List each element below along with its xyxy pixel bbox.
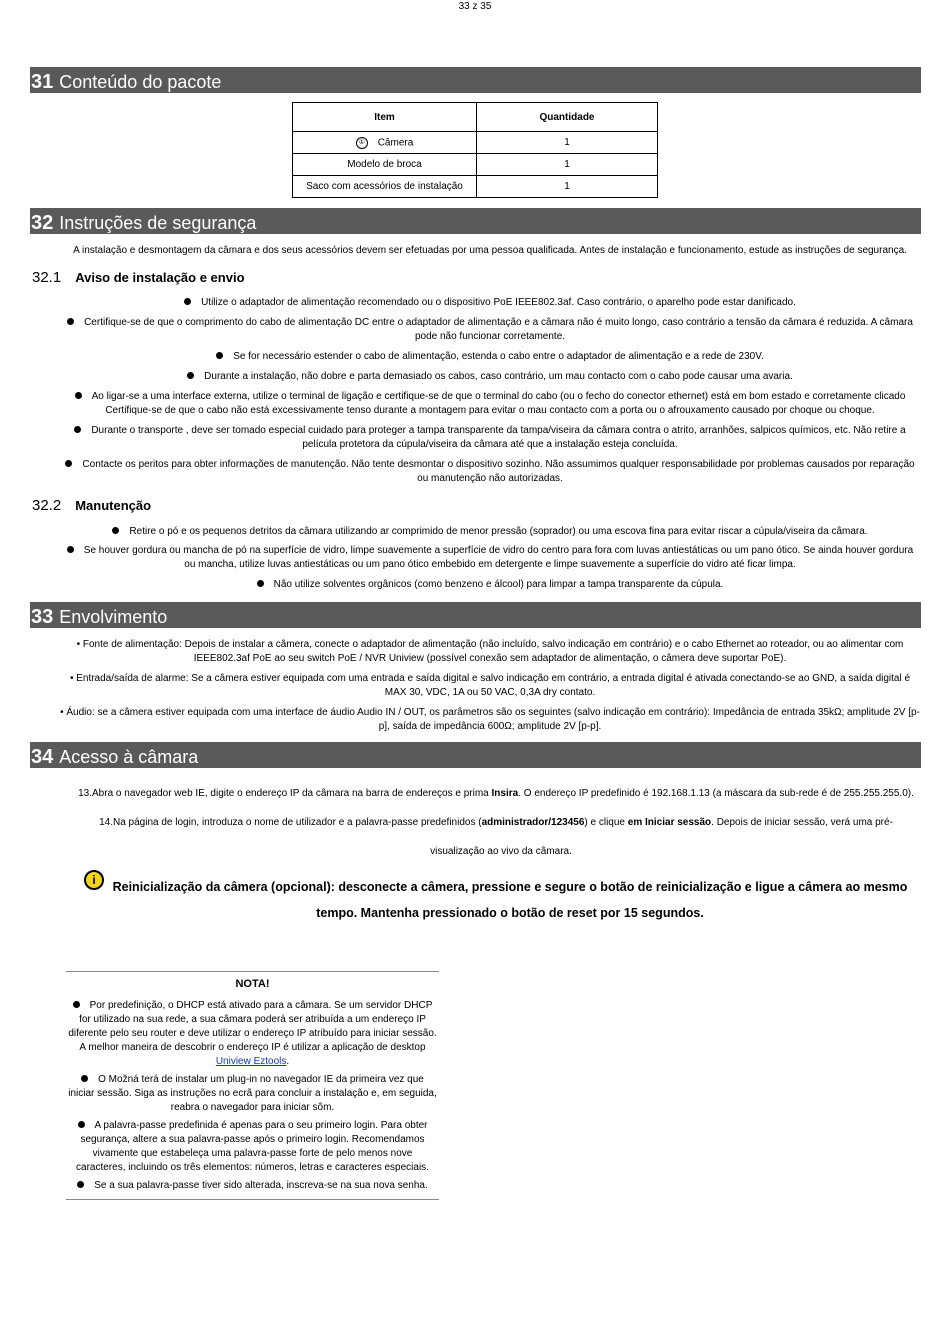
section-31-heading — [30, 67, 921, 93]
section-34-heading — [30, 742, 921, 768]
list-item: Não utilize solventes orgânicos (como benzeno e álcool) para limpar a tampa transparente da cúpula. — [60, 578, 920, 592]
step-14: 14.Na página de login, introduza o nome de utilizador e a palavra-passe predefinidos (administrador/123456) e clique em Iniciar sessão. Depois de iniciar sessão, verá uma pré- — [99, 817, 893, 828]
bullet-icon — [78, 1121, 85, 1128]
section-title: Instruções de segurança — [59, 213, 257, 233]
bullet-icon — [81, 1075, 88, 1082]
list-item: Se for necessário estender o cabo de alimentação, estenda o cabo entre o adaptador de alimentação e a rede de 230V. — [60, 350, 920, 364]
subsection-number: 32.1 — [32, 269, 62, 286]
section-title: Envolvimento — [59, 607, 168, 627]
bullet-icon — [74, 426, 81, 433]
note-item: Se a sua palavra-passe tiver sido alterada, inscreva-se na sua nova senha. — [66, 1179, 439, 1193]
bullet-icon — [216, 352, 223, 359]
uniview-eztools-link[interactable]: Uniview Eztools — [215, 1056, 287, 1067]
key-insira: Insira — [491, 788, 519, 799]
reset-instructions: Reinicialização da câmera (opcional): desconecte a câmera, pressione e segure o botão de reinicialização e ligue a câmera ao mesmo tempo. Mantenha pressionado o botão de reset por 15 segundos. — [112, 880, 908, 920]
note-item: O Možná terá de instalar um plug-in no navegador IE da primeira vez que iniciar sessão. Siga as instruções no ecrã para concluir a instalação e, em seguida, reabra o navegador para iniciar sôm. — [68, 1074, 437, 1113]
bullet-icon — [65, 460, 72, 467]
table-header-row — [293, 103, 658, 132]
list-item: Retire o pó e os pequenos detritos da câmara utilizando ar comprimido de menor pressão (soprador) ou uma escova fina para evitar riscar a cúpula/viseira da câmara. — [60, 525, 920, 539]
note-item: A palavra-passe predefinida é apenas para o seu primeiro login. Para obter segurança, altere a sua palavra-passe após o primeiro login. Recomendamos vivamente que estabeleça uma palavra-passe forte de pelo menos nove caracteres, incluindo os três elementos: números, letras e caracteres especiais. — [76, 1120, 429, 1173]
bullet-icon — [67, 546, 74, 553]
note-title: NOTA! — [235, 978, 270, 990]
section-number: 33 — [31, 606, 54, 628]
column-header-quantity: Quantidade — [477, 103, 658, 132]
subsection-number: 32.2 — [32, 497, 62, 514]
bullet-icon — [75, 392, 82, 399]
list-item: Contacte os peritos para obter informações de manutenção. Não tente desmontar o dispositivo sozinho. Não assumimos qualquer responsabilidade por problemas causados por reparação ou manutenção não autorizadas. — [60, 458, 920, 486]
circled-one-icon: ① — [356, 137, 368, 149]
section-title: Acesso à câmara — [59, 747, 199, 767]
list-item: Ao ligar-se a uma interface externa, utilize o terminal de ligação e certifique-se de que o terminal do cabo (ou o fecho do conector ethernet) está em bom estado e corretamente clicado Certifique-se de que o cabo não está excessivamente tenso durante a montagem para evitar o mau contacto com a porta ou o afrouxamento causado por choque ou choque. — [60, 390, 920, 418]
bullet-icon — [112, 527, 119, 534]
package-contents-table — [292, 102, 658, 198]
section-title: Conteúdo do pacote — [59, 72, 222, 92]
step-14-continued: visualização ao vivo da câmara. — [430, 846, 572, 857]
connection-alarm: • Entrada/saída de alarme: Se a câmera estiver equipada com uma entrada e saída digital e salvo indicação em contrário, a entrada digital é ativada conectando-se ao GND, a saída digital é MAX 30, VDC, 1A ou 50 VAC, 0,3A dry contato. — [69, 673, 911, 698]
item-label: Câmera — [377, 137, 414, 149]
step-number: 13. — [78, 788, 93, 799]
table-cell-qty: 1 — [477, 176, 658, 198]
bullet-icon — [187, 372, 194, 379]
list-item: Durante o transporte , deve ser tomado especial cuidado para proteger a tampa transparente da tampa/viseira da câmara contra o atrito, arranhões, salpicos químicos, etc. Não retire a película protetora da cúpula/viseira da câmara até que a instalação esteja concluída. — [60, 424, 920, 452]
table-cell-qty: 1 — [477, 154, 658, 176]
safety-intro: A instalação e desmontagem da câmara e dos seus acessórios devem ser efetuadas por uma pessoa qualificada. Antes de instalação e funcionamento, estude as instruções de segurança. — [73, 245, 907, 256]
subsection-32-1-heading — [32, 270, 245, 286]
table-cell-qty: 1 — [477, 132, 658, 154]
subsection-32-2-heading — [32, 498, 151, 514]
subsection-title: Manutenção — [75, 498, 152, 513]
note-box — [66, 971, 439, 1200]
section-32-heading — [30, 208, 921, 234]
subsection-title: Aviso de instalação e envio — [75, 270, 245, 285]
column-header-item: Item — [293, 103, 477, 132]
list-item: Utilize o adaptador de alimentação recomendado ou o dispositivo PoE IEEE802.3af. Caso contrário, o aparelho pode estar danificado. — [60, 296, 920, 310]
table-cell-item — [293, 132, 477, 154]
section-number: 32 — [31, 212, 54, 234]
warning-info-icon: i — [84, 870, 104, 890]
section-number: 31 — [31, 71, 54, 93]
step-13: 13.Abra o navegador web IE, digite o endereço IP da câmara na barra de endereços e prima Insira. O endereço IP predefinido é 192.168.1.13 (a máscara da sub-rede é de 255.255.255.0). — [78, 788, 914, 799]
list-item: Se houver gordura ou mancha de pó na superfície de vidro, limpe suavemente a superfície de vidro do centro para fora com luvas antiestáticas ou um pano ótico. Se ainda houver gordura ou mancha, utilize luvas antiestáticas ou um pano ótico embebido em detergente e limpe suavemente a superfície do vidro até ficar limpa. — [60, 544, 920, 572]
bullet-icon — [184, 298, 191, 305]
connection-power: • Fonte de alimentação: Depois de instalar a câmera, conecte o adaptador de alimentação (não incluído, salvo indicação em contrário) e o cabo Ethernet ao roteador, ou ao alimentar com IEEE802.3af PoE ao seu switch PoE / NVR Uniview (possível conexão sem adaptador de alimentação, o câmera deve suportar PoE). — [76, 639, 904, 664]
default-credentials: administrador/123456 — [481, 817, 585, 828]
table-row — [293, 176, 658, 198]
note-item: Por predefinição, o DHCP está ativado para a câmara. Se um servidor DHCP for utilizado na sua rede, a sua câmara poderá ser atribuída a um endereço IP diferente pelo seu router e deve utilizar o endereço IP atribuído para iniciar sessão. A melhor maneira de descobrir o endereço IP é utilizar a aplicação de desktop Uniview Eztools. — [68, 1000, 437, 1067]
list-item: Durante a instalação, não dobre e parta demasiado os cabos, caso contrário, um mau contacto com o cabo pode causar uma avaria. — [60, 370, 920, 384]
bullet-icon — [257, 580, 264, 587]
table-cell-item: Saco com acessórios de instalação — [293, 176, 477, 198]
table-row — [293, 154, 658, 176]
list-item: Certifique-se de que o comprimento do cabo de alimentação DC entre o adaptador de alimentação e a câmara não é muito longo, caso contrário a tensão da câmara é reduzida. A câmara pode não funcionar corretamente. — [60, 316, 920, 344]
bullet-icon — [77, 1181, 84, 1188]
login-button-label: em Iniciar sessão — [627, 817, 712, 828]
bullet-icon — [67, 318, 74, 325]
bullet-icon — [73, 1001, 80, 1008]
table-row — [293, 132, 658, 154]
table-cell-item: Modelo de broca — [293, 154, 477, 176]
step-number: 14. — [99, 817, 113, 828]
page-number: 33 z 35 — [458, 1, 492, 12]
connection-audio: • Áudio: se a câmera estiver equipada com uma interface de áudio Audio IN / OUT, os parâmetros são os seguintes (salvo indicação em contrário): Impedância de entrada 35kΩ; amplitude 2V [p-p], saída de impedância 600Ω; amplitude 2V [p-p]. — [60, 707, 920, 732]
section-number: 34 — [31, 746, 54, 768]
section-33-heading — [30, 602, 921, 628]
